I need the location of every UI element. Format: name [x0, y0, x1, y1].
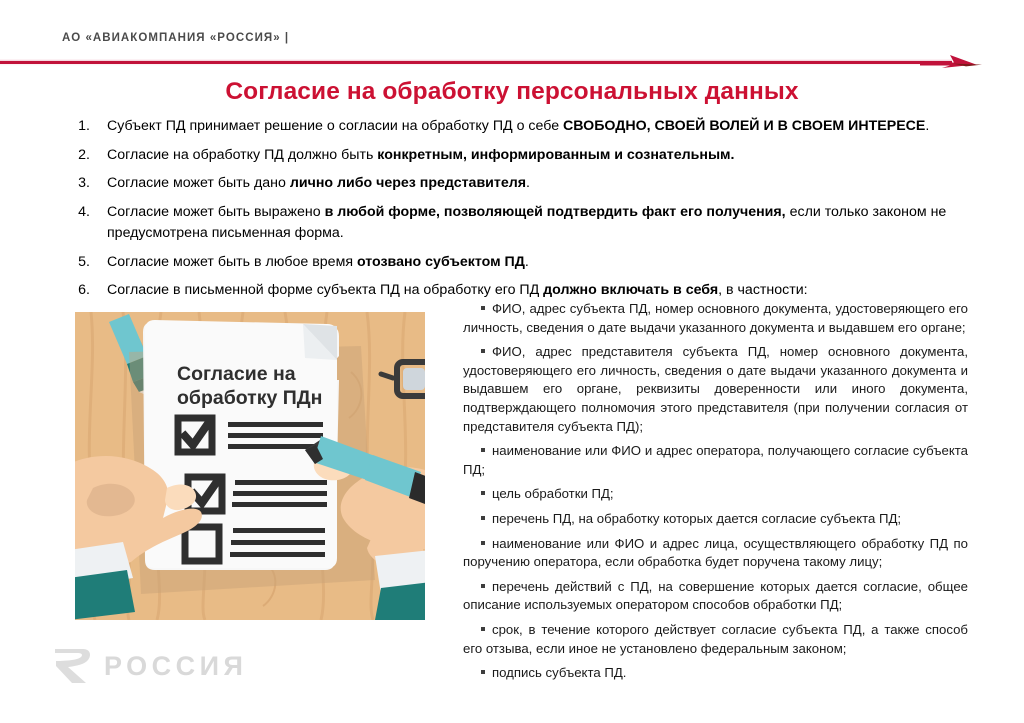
numbered-list-item — [62, 252, 967, 274]
numbered-list-item — [62, 173, 967, 195]
consent-illustration — [75, 312, 425, 620]
list-text: Согласие может быть дано лично либо через представителя. — [107, 175, 530, 191]
square-bullet-icon — [481, 670, 485, 674]
bullet-item — [463, 664, 968, 683]
numbered-list-item — [62, 145, 967, 167]
numbered-list-item — [62, 280, 967, 302]
list-number: 3. — [78, 175, 90, 191]
square-bullet-icon — [481, 627, 485, 631]
bullet-item — [463, 535, 968, 572]
bullet-item — [463, 621, 968, 658]
square-bullet-icon — [481, 541, 485, 545]
bullet-text: цель обработки ПД; — [492, 486, 614, 502]
list-text: Согласие в письменной форме субъекта ПД на обработку его ПД должно включать в себя, в частности: — [107, 282, 808, 298]
doc-title-line1: Согласие на — [177, 363, 296, 385]
bullet-list — [463, 300, 968, 689]
list-text: Согласие на обработку ПД должно быть конкретным, информированным и сознательным. — [107, 146, 735, 163]
bullet-text: ФИО, адрес субъекта ПД, номер основного документа, удостоверяющего его личность, сведения о дате выдачи указанного документа и выдавшем его органе; — [463, 301, 968, 335]
doc-title-line2: обработку ПДн — [177, 387, 323, 409]
bullet-text: наименование или ФИО и адрес лица, осуществляющего обработку ПД по поручению оператора, если обработка будет поручена такому лицу; — [463, 535, 968, 570]
bullet-item — [463, 343, 968, 436]
square-bullet-icon — [481, 491, 485, 495]
list-text: Согласие может быть выражено в любой форме, позволяющей подтвердить факт его получения, если только законом не предусмотрена письменная форма. — [107, 203, 947, 241]
list-number: 2. — [78, 146, 90, 163]
rossiya-logo-text: РОССИЯ — [104, 650, 248, 681]
page-title: Согласие на обработку персональных данных — [225, 78, 799, 105]
square-bullet-icon — [481, 349, 485, 353]
list-text: Согласие может быть в любое время отозвано субъектом ПД. — [107, 253, 529, 270]
numbered-list-item — [62, 202, 967, 245]
numbered-list-item — [62, 116, 967, 138]
list-number: 4. — [78, 203, 90, 220]
list-number: 5. — [78, 253, 90, 270]
list-text: Субъект ПД принимает решение о согласии на обработку ПД о себе СВОБОДНО, СВОЕЙ ВОЛЕЙ И В СВОЕМ ИНТЕРЕСЕ. — [107, 118, 930, 134]
rossiya-logo — [52, 645, 247, 687]
bullet-item — [463, 510, 968, 529]
square-bullet-icon — [481, 306, 485, 310]
list-number: 6. — [78, 282, 90, 298]
left-sleeve — [75, 570, 135, 620]
square-bullet-icon — [481, 448, 485, 452]
rossiya-mark-icon — [52, 645, 92, 687]
header-brand-label: АО «АВИАКОМПАНИЯ «РОССИЯ» | — [62, 32, 290, 44]
bullet-text: перечень действий с ПД, на совершение которых дается согласие, общее описание используемых оператором способов обработки ПД; — [463, 578, 968, 613]
bullet-item — [463, 485, 968, 504]
bullet-text: срок, в течение которого действует согласие субъекта ПД, а также способ его отзыва, если иное не установлено федеральным законом; — [463, 621, 968, 656]
bullet-text: наименование или ФИО и адрес оператора, получающего согласие субъекта ПД; — [463, 443, 968, 477]
bullet-item — [463, 300, 968, 337]
square-bullet-icon — [481, 516, 485, 520]
list-number: 1. — [78, 118, 90, 134]
header-rule — [0, 61, 952, 64]
illustration-svg — [75, 312, 425, 620]
bullet-text: перечень ПД, на обработку которых дается согласие субъекта ПД; — [492, 510, 902, 526]
bullet-text: подпись субъекта ПД. — [492, 665, 627, 681]
bullet-text: ФИО, адрес представителя субъекта ПД, номер основного документа, удостоверяющего его личность, сведения о дате выдачи указанного документа и выдавшем его органе, реквизиты доверенности или иного документа, подтверждающего полномочия этого представителя (при получении согласия от представителя субъекта ПД); — [463, 344, 968, 434]
bullet-item — [463, 578, 968, 615]
numbered-list — [62, 116, 967, 309]
square-bullet-icon — [481, 584, 485, 588]
bullet-item — [463, 442, 968, 479]
